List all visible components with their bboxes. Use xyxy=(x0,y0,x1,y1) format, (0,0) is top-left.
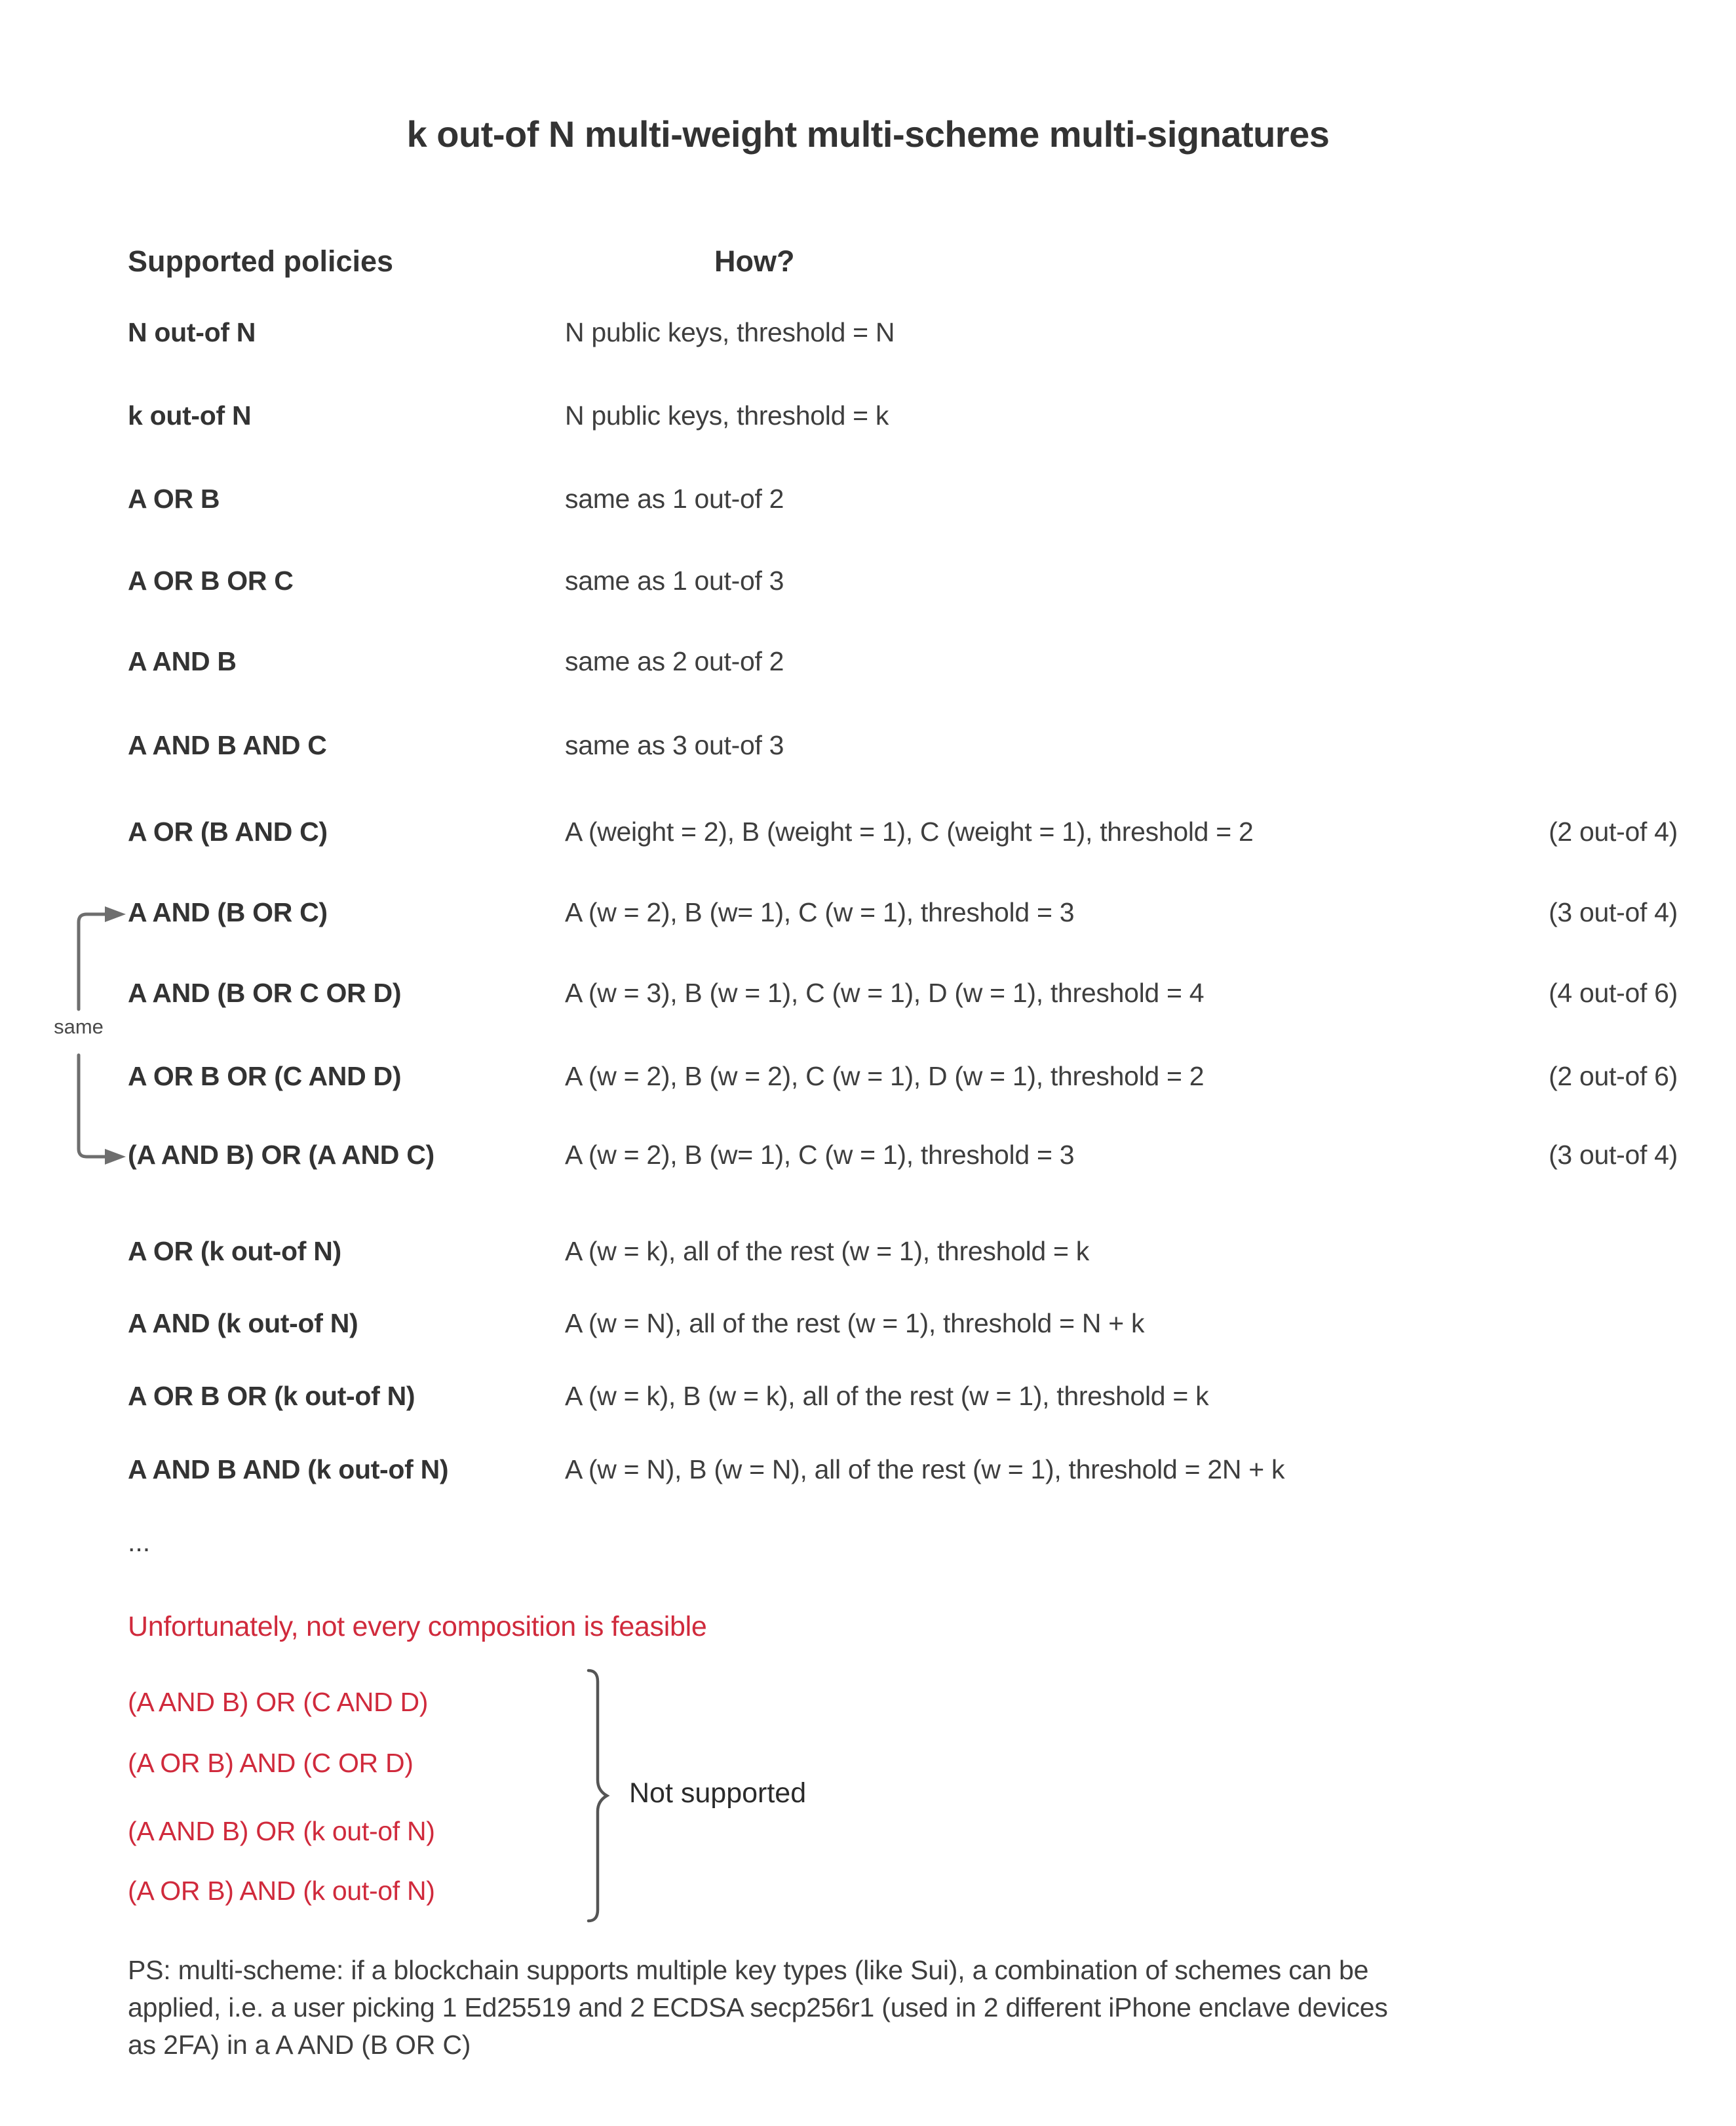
ps-line: applied, i.e. a user picking 1 Ed25519 and 2 ECDSA secp256r1 (used in 2 different iPhone enclave devices xyxy=(128,1992,1388,2022)
note-cell: (2 out-of 6) xyxy=(1549,1061,1678,1091)
table-row xyxy=(0,1061,1736,1096)
how-cell: same as 1 out-of 2 xyxy=(565,484,784,514)
how-cell: same as 2 out-of 2 xyxy=(565,646,784,676)
table-row xyxy=(0,1140,1736,1175)
infeasible-item: (A OR B) AND (C OR D) xyxy=(128,1748,414,1778)
policy-cell: (A AND B) OR (A AND C) xyxy=(128,1140,434,1170)
policy-cell: A OR B OR (C AND D) xyxy=(128,1061,402,1091)
policy-cell: A AND (B OR C) xyxy=(128,897,328,927)
table-row xyxy=(0,1381,1736,1416)
how-cell: same as 1 out-of 3 xyxy=(565,566,784,596)
table-row xyxy=(0,730,1736,765)
table-row xyxy=(0,817,1736,852)
arrow-right-icon xyxy=(105,906,126,922)
policy-cell: N out-of N xyxy=(128,317,256,347)
how-cell: N public keys, threshold = N xyxy=(565,317,895,347)
how-cell: A (w = 3), B (w = 1), C (w = 1), D (w = 1), threshold = 4 xyxy=(565,978,1205,1008)
column-header-how: How? xyxy=(714,244,795,278)
ps-note xyxy=(128,1952,1655,2064)
table-row xyxy=(0,1236,1736,1271)
table-row xyxy=(0,1308,1736,1343)
policy-cell: k out-of N xyxy=(128,400,252,431)
policy-cell: A OR B OR C xyxy=(128,566,294,596)
policy-cell: A AND (k out-of N) xyxy=(128,1308,358,1338)
table-row xyxy=(0,897,1736,933)
table-row xyxy=(0,400,1736,436)
policy-cell: A AND B AND (k out-of N) xyxy=(128,1454,449,1484)
note-cell: (3 out-of 4) xyxy=(1549,897,1678,927)
policy-cell: A AND B xyxy=(128,646,237,676)
table-row xyxy=(0,484,1736,519)
table-row xyxy=(0,566,1736,601)
how-cell: A (w = N), B (w = N), all of the rest (w = 1), threshold = 2N + k xyxy=(565,1454,1285,1484)
infeasible-heading: Unfortunately, not every composition is feasible xyxy=(128,1611,707,1642)
arrow-right-icon xyxy=(105,1149,126,1165)
page-title: k out-of N multi-weight multi-scheme multi-signatures xyxy=(406,113,1330,155)
policy-cell: A OR B OR (k out-of N) xyxy=(128,1381,415,1411)
how-cell: A (w = 2), B (w= 1), C (w = 1), threshold = 3 xyxy=(565,897,1075,927)
note-cell: (4 out-of 6) xyxy=(1549,978,1678,1008)
how-cell: same as 3 out-of 3 xyxy=(565,730,784,760)
policy-cell: A OR (k out-of N) xyxy=(128,1236,341,1266)
how-cell: A (weight = 2), B (weight = 1), C (weight = 1), threshold = 2 xyxy=(565,817,1254,847)
column-header-supported-policies: Supported policies xyxy=(128,244,394,278)
infeasible-item: (A AND B) OR (C AND D) xyxy=(128,1687,429,1717)
table-row xyxy=(0,1454,1736,1490)
how-cell: A (w = 2), B (w = 2), C (w = 1), D (w = 1), threshold = 2 xyxy=(565,1061,1205,1091)
how-cell: A (w = 2), B (w= 1), C (w = 1), threshold = 3 xyxy=(565,1140,1075,1170)
note-cell: (3 out-of 4) xyxy=(1549,1140,1678,1170)
same-bracket-arrow xyxy=(62,895,134,1183)
table-row xyxy=(0,317,1736,353)
how-cell: A (w = N), all of the rest (w = 1), threshold = N + k xyxy=(565,1308,1145,1338)
how-cell: N public keys, threshold = k xyxy=(565,400,889,431)
how-cell: A (w = k), all of the rest (w = 1), threshold = k xyxy=(565,1236,1089,1266)
policy-cell: A OR B xyxy=(128,484,220,514)
table-ellipsis: ... xyxy=(128,1527,151,1557)
table-row xyxy=(0,978,1736,1013)
table-row xyxy=(0,646,1736,682)
policy-cell: A OR (B AND C) xyxy=(128,817,328,847)
note-cell: (2 out-of 4) xyxy=(1549,817,1678,847)
how-cell: A (w = k), B (w = k), all of the rest (w = 1), threshold = k xyxy=(565,1381,1209,1411)
policy-cell: A AND (B OR C OR D) xyxy=(128,978,402,1008)
infeasible-item: (A AND B) OR (k out-of N) xyxy=(128,1816,435,1846)
same-label: same xyxy=(54,1015,104,1038)
ps-line: as 2FA) in a A AND (B OR C) xyxy=(128,2030,471,2060)
policy-cell: A AND B AND C xyxy=(128,730,327,760)
ps-line: PS: multi-scheme: if a blockchain supports multiple key types (like Sui), a combination of schemes can be xyxy=(128,1955,1369,1985)
infeasible-item: (A OR B) AND (k out-of N) xyxy=(128,1876,435,1906)
curly-brace-icon xyxy=(581,1669,612,1923)
not-supported-label: Not supported xyxy=(629,1777,807,1809)
